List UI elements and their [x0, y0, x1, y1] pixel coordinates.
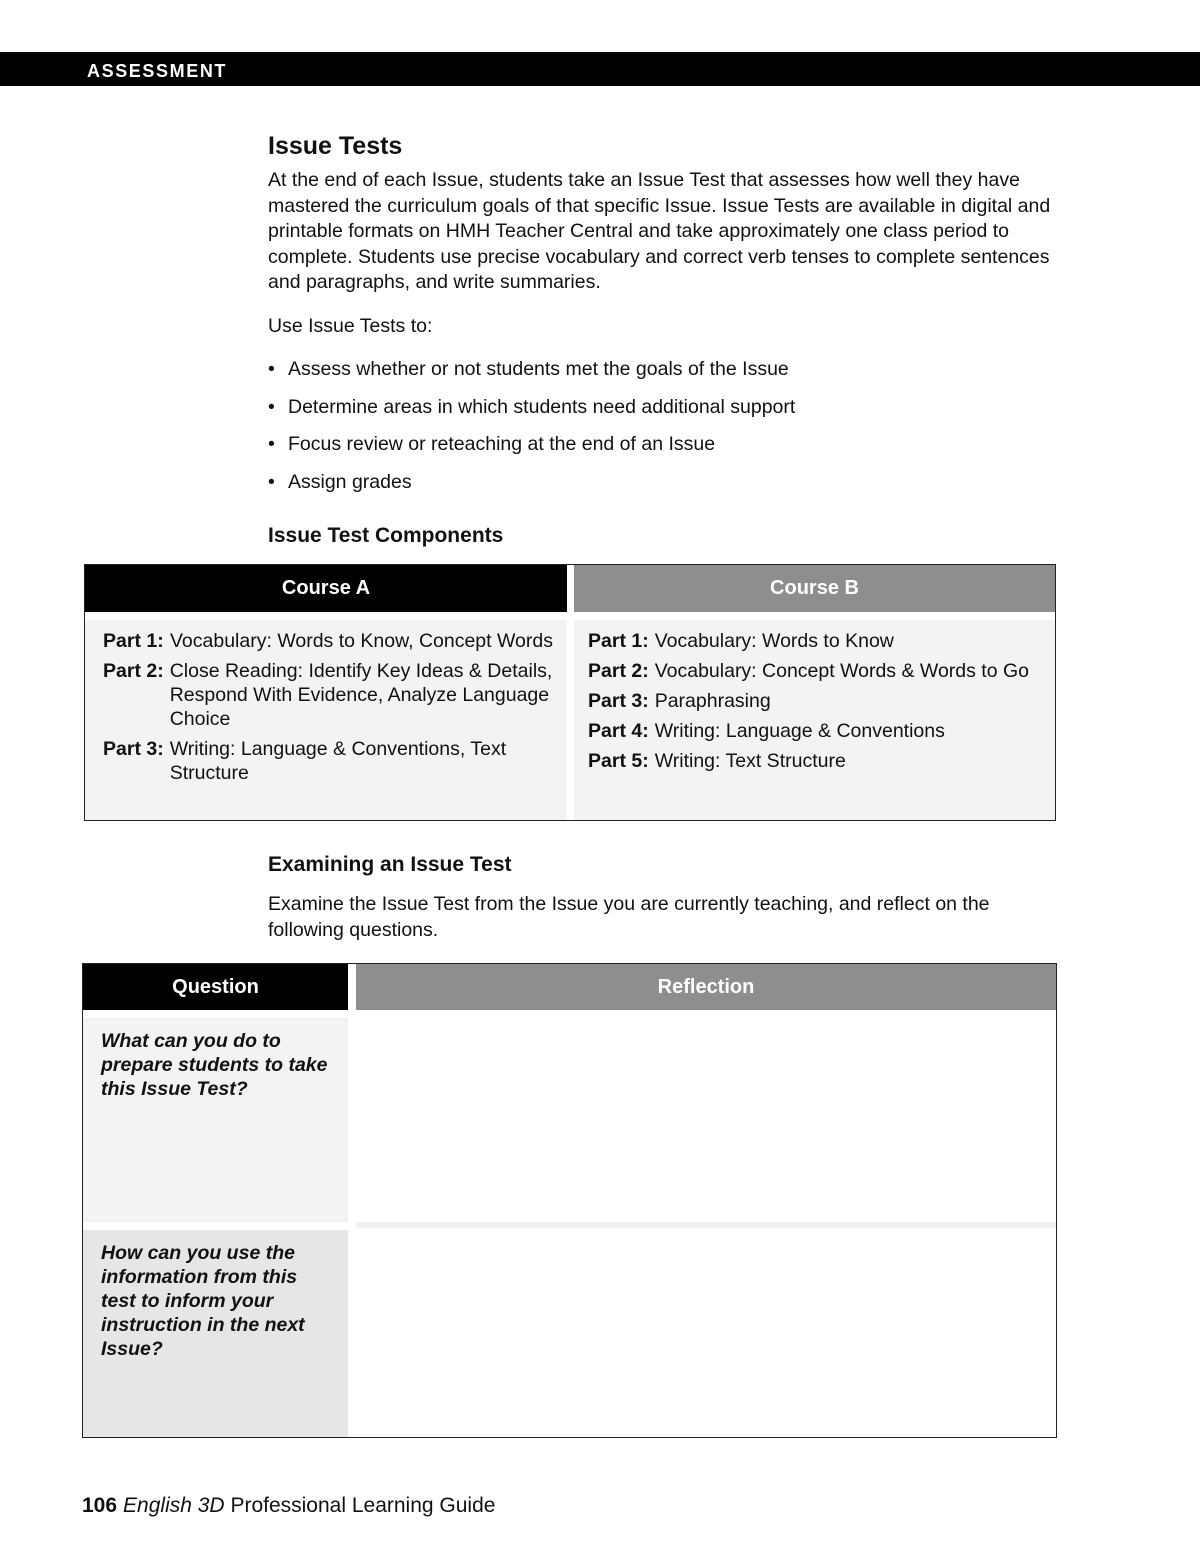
question-text: How can you use the information from this test to inform your instruction in the next Issue?	[101, 1242, 305, 1360]
section-header-bar	[0, 52, 1200, 86]
question-column-header: Question	[83, 964, 348, 1010]
book-title: English 3D	[123, 1494, 225, 1517]
course-b-part: Part 1: Vocabulary: Words to Know	[588, 630, 894, 652]
course-b-header: Course B	[574, 565, 1055, 612]
use-issue-tests-label: Use Issue Tests to:	[268, 315, 433, 337]
issue-tests-intro: At the end of each Issue, students take an Issue Test that assesses how well they have mastered the curriculum goals of that specific Issue. Issue Tests are available in digital and printable formats on HMH Teacher Central and take approximately one class period to complete. Students use precise vocabulary and correct verb tenses to complete sentences and paragraphs, and write summaries.	[268, 169, 1051, 294]
bullet-icon: •	[268, 433, 275, 456]
course-a-part: Part 1: Vocabulary: Words to Know, Concept Words	[103, 630, 553, 652]
section-label: ASSESSMENT	[87, 61, 228, 81]
course-b-part: Part 5: Writing: Text Structure	[588, 750, 846, 772]
components-table	[84, 564, 1056, 821]
course-a-part: Part 3: Writing: Language & Conventions, Text Structure	[103, 738, 507, 784]
course-a-cell	[85, 620, 567, 820]
course-a-header: Course A	[85, 565, 567, 612]
question-cell	[83, 1230, 348, 1437]
examining-heading: Examining an Issue Test	[268, 853, 512, 876]
components-heading: Issue Test Components	[268, 524, 504, 547]
course-b-part: Part 3: Paraphrasing	[588, 690, 771, 712]
bullet-icon: •	[268, 395, 275, 418]
list-item: • Assign grades	[268, 471, 795, 509]
question-text: What can you do to prepare students to take this Issue Test?	[101, 1030, 328, 1100]
row-divider	[356, 1222, 1056, 1228]
bullet-icon: •	[268, 471, 275, 494]
reflection-table	[82, 963, 1057, 1438]
issue-test-uses-list	[268, 358, 795, 509]
page-footer	[82, 1494, 495, 1518]
course-b-part: Part 4: Writing: Language & Conventions	[588, 720, 945, 742]
question-cell	[83, 1018, 348, 1222]
course-a-part: Part 2: Close Reading: Identify Key Ideas & Details, Respond With Evidence, Analyze Language Choice	[103, 660, 553, 730]
page-number: 106	[82, 1494, 118, 1517]
examining-intro: Examine the Issue Test from the Issue you are currently teaching, and reflect on the following questions.	[268, 893, 990, 941]
book-subtitle: Professional Learning Guide	[230, 1494, 496, 1517]
list-item: • Determine areas in which students need additional support	[268, 396, 795, 434]
list-item: • Assess whether or not students met the goals of the Issue	[268, 358, 795, 396]
issue-tests-heading: Issue Tests	[268, 132, 403, 160]
course-b-cell	[574, 620, 1055, 820]
bullet-icon: •	[268, 358, 275, 380]
reflection-column-header: Reflection	[356, 964, 1056, 1010]
course-b-part: Part 2: Vocabulary: Concept Words & Words to Go	[588, 660, 1029, 682]
list-item: • Focus review or reteaching at the end of an Issue	[268, 433, 795, 471]
